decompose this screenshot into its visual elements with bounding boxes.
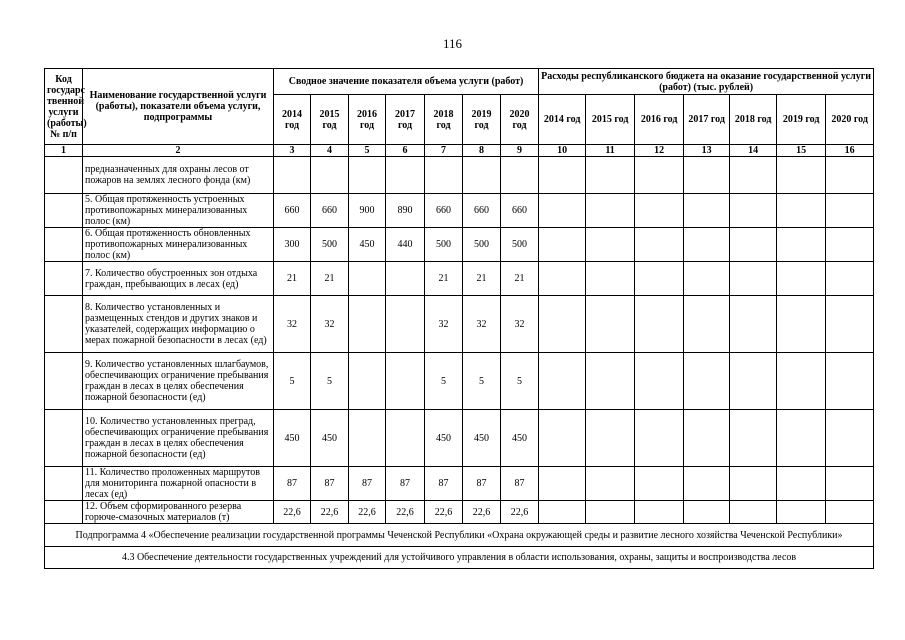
volume-value-cell xyxy=(274,157,311,194)
expense-value-cell xyxy=(586,228,635,262)
row-code-cell xyxy=(45,467,83,501)
volume-value-cell xyxy=(349,410,386,467)
expense-value-cell xyxy=(730,410,777,467)
volume-value-cell: 22,6 xyxy=(311,501,349,524)
report-table xyxy=(44,68,874,569)
expense-value-cell xyxy=(684,353,730,410)
expense-value-cell xyxy=(826,410,874,467)
volume-value-cell: 660 xyxy=(311,194,349,228)
volume-value-cell: 660 xyxy=(274,194,311,228)
expense-value-cell xyxy=(586,296,635,353)
volume-value-cell: 22,6 xyxy=(425,501,463,524)
year-header: 2019 год xyxy=(777,95,826,145)
header-name: Наименование государственной услуги (работы), показатели объема услуги, подпрограммы xyxy=(83,69,274,145)
year-header: 2016 год xyxy=(635,95,684,145)
column-number: 4 xyxy=(311,145,349,157)
expense-value-cell xyxy=(730,353,777,410)
row-name: 5. Общая протяженность устроенных противопожарных минерализованных полос (км) xyxy=(83,194,274,228)
subprogram-4-row: Подпрограмма 4 «Обеспечение реализации государственной программы Чеченской Республики «Охрана окружающей среды и развитие лесного хозяйства Чеченской Республики» xyxy=(45,524,874,547)
page-number: 116 xyxy=(442,36,463,51)
column-number: 7 xyxy=(425,145,463,157)
volume-value-cell: 22,6 xyxy=(349,501,386,524)
expense-value-cell xyxy=(826,296,874,353)
volume-value-cell: 87 xyxy=(463,467,501,501)
column-number: 10 xyxy=(539,145,586,157)
expense-value-cell xyxy=(539,296,586,353)
expense-value-cell xyxy=(586,501,635,524)
volume-value-cell: 32 xyxy=(501,296,539,353)
item-4-3-row: 4.3 Обеспечение деятельности государственных учреждений для устойчивого управления в области использования, охраны, защиты и воспроизводства лесов xyxy=(45,547,874,569)
expense-value-cell xyxy=(777,353,826,410)
volume-value-cell: 32 xyxy=(311,296,349,353)
expense-value-cell xyxy=(684,296,730,353)
volume-value-cell xyxy=(311,157,349,194)
expense-value-cell xyxy=(777,296,826,353)
expense-value-cell xyxy=(826,157,874,194)
expense-value-cell xyxy=(730,296,777,353)
expense-value-cell xyxy=(777,228,826,262)
volume-value-cell: 5 xyxy=(274,353,311,410)
expense-value-cell xyxy=(635,157,684,194)
volume-value-cell: 22,6 xyxy=(274,501,311,524)
expense-value-cell xyxy=(635,296,684,353)
expense-value-cell xyxy=(586,194,635,228)
expense-value-cell xyxy=(684,228,730,262)
volume-value-cell: 450 xyxy=(463,410,501,467)
table-row xyxy=(45,194,874,228)
volume-value-cell xyxy=(386,157,425,194)
row-code-cell xyxy=(45,296,83,353)
expense-value-cell xyxy=(684,467,730,501)
volume-value-cell xyxy=(463,157,501,194)
table-row xyxy=(45,228,874,262)
row-name: 12. Объем сформированного резерва горюче-смазочных материалов (т) xyxy=(83,501,274,524)
expense-value-cell xyxy=(539,410,586,467)
year-header: 2015 год xyxy=(586,95,635,145)
header-volume-group: Сводное значение показателя объема услуги (работ) xyxy=(274,69,539,95)
row-code-cell xyxy=(45,353,83,410)
volume-value-cell: 87 xyxy=(274,467,311,501)
year-header: 2016 год xyxy=(349,95,386,145)
volume-value-cell xyxy=(386,262,425,296)
header-code: Код государс твенной услуги (работы) № п/п xyxy=(45,69,83,145)
expense-value-cell xyxy=(730,501,777,524)
expense-value-cell xyxy=(684,410,730,467)
column-number: 9 xyxy=(501,145,539,157)
volume-value-cell: 87 xyxy=(349,467,386,501)
volume-value-cell: 500 xyxy=(501,228,539,262)
row-code-cell xyxy=(45,228,83,262)
row-name: 8. Количество установленных и размещенных стендов и других знаков и указателей, содержащих информацию о мерах пожарной безопасности в лесах (ед) xyxy=(83,296,274,353)
volume-value-cell: 87 xyxy=(386,467,425,501)
expense-value-cell xyxy=(635,501,684,524)
volume-value-cell: 21 xyxy=(425,262,463,296)
header-expense-group: Расходы республиканского бюджета на оказание государственной услуги (работ) (тыс. рублей) xyxy=(539,69,874,95)
volume-value-cell xyxy=(386,353,425,410)
volume-value-cell: 5 xyxy=(425,353,463,410)
table-row xyxy=(45,501,874,524)
volume-value-cell: 21 xyxy=(501,262,539,296)
volume-value-cell: 500 xyxy=(425,228,463,262)
volume-value-cell: 450 xyxy=(311,410,349,467)
expense-value-cell xyxy=(539,262,586,296)
volume-value-cell: 21 xyxy=(274,262,311,296)
column-number-row xyxy=(45,145,874,157)
expense-value-cell xyxy=(684,194,730,228)
row-code-cell xyxy=(45,262,83,296)
column-number: 14 xyxy=(730,145,777,157)
volume-value-cell: 450 xyxy=(501,410,539,467)
volume-value-cell: 500 xyxy=(463,228,501,262)
expense-value-cell xyxy=(826,262,874,296)
year-header: 2015 год xyxy=(311,95,349,145)
column-number: 3 xyxy=(274,145,311,157)
expense-value-cell xyxy=(586,262,635,296)
volume-value-cell: 21 xyxy=(311,262,349,296)
volume-value-cell: 5 xyxy=(463,353,501,410)
year-header: 2018 год xyxy=(730,95,777,145)
volume-value-cell xyxy=(386,410,425,467)
expense-value-cell xyxy=(635,353,684,410)
volume-value-cell: 900 xyxy=(349,194,386,228)
expense-value-cell xyxy=(826,194,874,228)
expense-value-cell xyxy=(777,194,826,228)
expense-value-cell xyxy=(777,410,826,467)
volume-value-cell: 87 xyxy=(425,467,463,501)
expense-value-cell xyxy=(539,228,586,262)
volume-value-cell: 660 xyxy=(501,194,539,228)
volume-value-cell xyxy=(425,157,463,194)
expense-value-cell xyxy=(730,157,777,194)
volume-value-cell: 450 xyxy=(274,410,311,467)
volume-value-cell: 500 xyxy=(311,228,349,262)
volume-value-cell: 32 xyxy=(425,296,463,353)
column-number: 1 xyxy=(45,145,83,157)
table-row xyxy=(45,410,874,467)
year-header: 2020 год xyxy=(501,95,539,145)
expense-value-cell xyxy=(586,467,635,501)
column-number: 16 xyxy=(826,145,874,157)
expense-value-cell xyxy=(777,157,826,194)
volume-value-cell xyxy=(349,353,386,410)
expense-value-cell xyxy=(586,410,635,467)
row-code-cell xyxy=(45,157,83,194)
table-row xyxy=(45,353,874,410)
expense-value-cell xyxy=(635,262,684,296)
row-code-cell xyxy=(45,194,83,228)
volume-value-cell xyxy=(349,296,386,353)
table-row xyxy=(45,296,874,353)
volume-value-cell: 21 xyxy=(463,262,501,296)
volume-value-cell xyxy=(349,262,386,296)
expense-value-cell xyxy=(586,353,635,410)
expense-value-cell xyxy=(777,262,826,296)
row-code-cell xyxy=(45,410,83,467)
volume-value-cell: 87 xyxy=(501,467,539,501)
row-name: предназначенных для охраны лесов от пожаров на землях лесного фонда (км) xyxy=(83,157,274,194)
row-name: 9. Количество установленных шлагбаумов, обеспечивающих ограничение пребывания граждан в лесах в целях обеспечения пожарной безопасности (ед) xyxy=(83,353,274,410)
volume-value-cell: 890 xyxy=(386,194,425,228)
volume-value-cell: 660 xyxy=(463,194,501,228)
year-header: 2014 год xyxy=(274,95,311,145)
data-rows xyxy=(45,157,874,524)
expense-value-cell xyxy=(539,501,586,524)
volume-value-cell: 22,6 xyxy=(463,501,501,524)
volume-value-cell xyxy=(386,296,425,353)
row-name: 6. Общая протяженность обновленных противопожарных минерализованных полос (км) xyxy=(83,228,274,262)
year-header: 2014 год xyxy=(539,95,586,145)
expense-value-cell xyxy=(539,353,586,410)
table-row xyxy=(45,157,874,194)
expense-value-cell xyxy=(539,157,586,194)
expense-value-cell xyxy=(635,228,684,262)
expense-value-cell xyxy=(730,194,777,228)
expense-value-cell xyxy=(684,157,730,194)
expense-value-cell xyxy=(730,467,777,501)
expense-value-cell xyxy=(635,410,684,467)
volume-value-cell: 22,6 xyxy=(501,501,539,524)
table-row xyxy=(45,467,874,501)
expense-value-cell xyxy=(777,467,826,501)
volume-value-cell xyxy=(349,157,386,194)
volume-value-cell: 660 xyxy=(425,194,463,228)
volume-value-cell: 450 xyxy=(349,228,386,262)
column-number: 13 xyxy=(684,145,730,157)
expense-value-cell xyxy=(635,467,684,501)
expense-value-cell xyxy=(826,228,874,262)
volume-value-cell: 450 xyxy=(425,410,463,467)
column-number: 8 xyxy=(463,145,501,157)
expense-value-cell xyxy=(826,353,874,410)
expense-value-cell xyxy=(826,467,874,501)
expense-value-cell xyxy=(777,501,826,524)
year-header: 2019 год xyxy=(463,95,501,145)
row-name: 11. Количество проложенных маршрутов для мониторинга пожарной опасности в лесах (ед) xyxy=(83,467,274,501)
volume-value-cell: 5 xyxy=(501,353,539,410)
column-number: 12 xyxy=(635,145,684,157)
volume-value-cell: 440 xyxy=(386,228,425,262)
expense-value-cell xyxy=(684,501,730,524)
column-number: 6 xyxy=(386,145,425,157)
expense-value-cell xyxy=(635,194,684,228)
row-name: 7. Количество обустроенных зон отдыха граждан, пребывающих в лесах (ед) xyxy=(83,262,274,296)
year-header: 2017 год xyxy=(684,95,730,145)
year-header: 2018 год xyxy=(425,95,463,145)
row-name: 10. Количество установленных преград, обеспечивающих ограничение пребывания граждан в лесах в целях обеспечения пожарной безопасности (ед) xyxy=(83,410,274,467)
column-number: 5 xyxy=(349,145,386,157)
expense-value-cell xyxy=(586,157,635,194)
column-number: 11 xyxy=(586,145,635,157)
row-code-cell xyxy=(45,501,83,524)
volume-value-cell: 32 xyxy=(463,296,501,353)
volume-value-cell xyxy=(501,157,539,194)
volume-value-cell: 22,6 xyxy=(386,501,425,524)
table-row xyxy=(45,262,874,296)
volume-value-cell: 32 xyxy=(274,296,311,353)
expense-value-cell xyxy=(730,228,777,262)
column-number: 15 xyxy=(777,145,826,157)
column-number: 2 xyxy=(83,145,274,157)
volume-value-cell: 87 xyxy=(311,467,349,501)
expense-value-cell xyxy=(539,194,586,228)
expense-value-cell xyxy=(730,262,777,296)
expense-value-cell xyxy=(539,467,586,501)
expense-value-cell xyxy=(684,262,730,296)
year-header: 2017 год xyxy=(386,95,425,145)
volume-value-cell: 5 xyxy=(311,353,349,410)
volume-value-cell: 300 xyxy=(274,228,311,262)
year-header: 2020 год xyxy=(826,95,874,145)
expense-value-cell xyxy=(826,501,874,524)
